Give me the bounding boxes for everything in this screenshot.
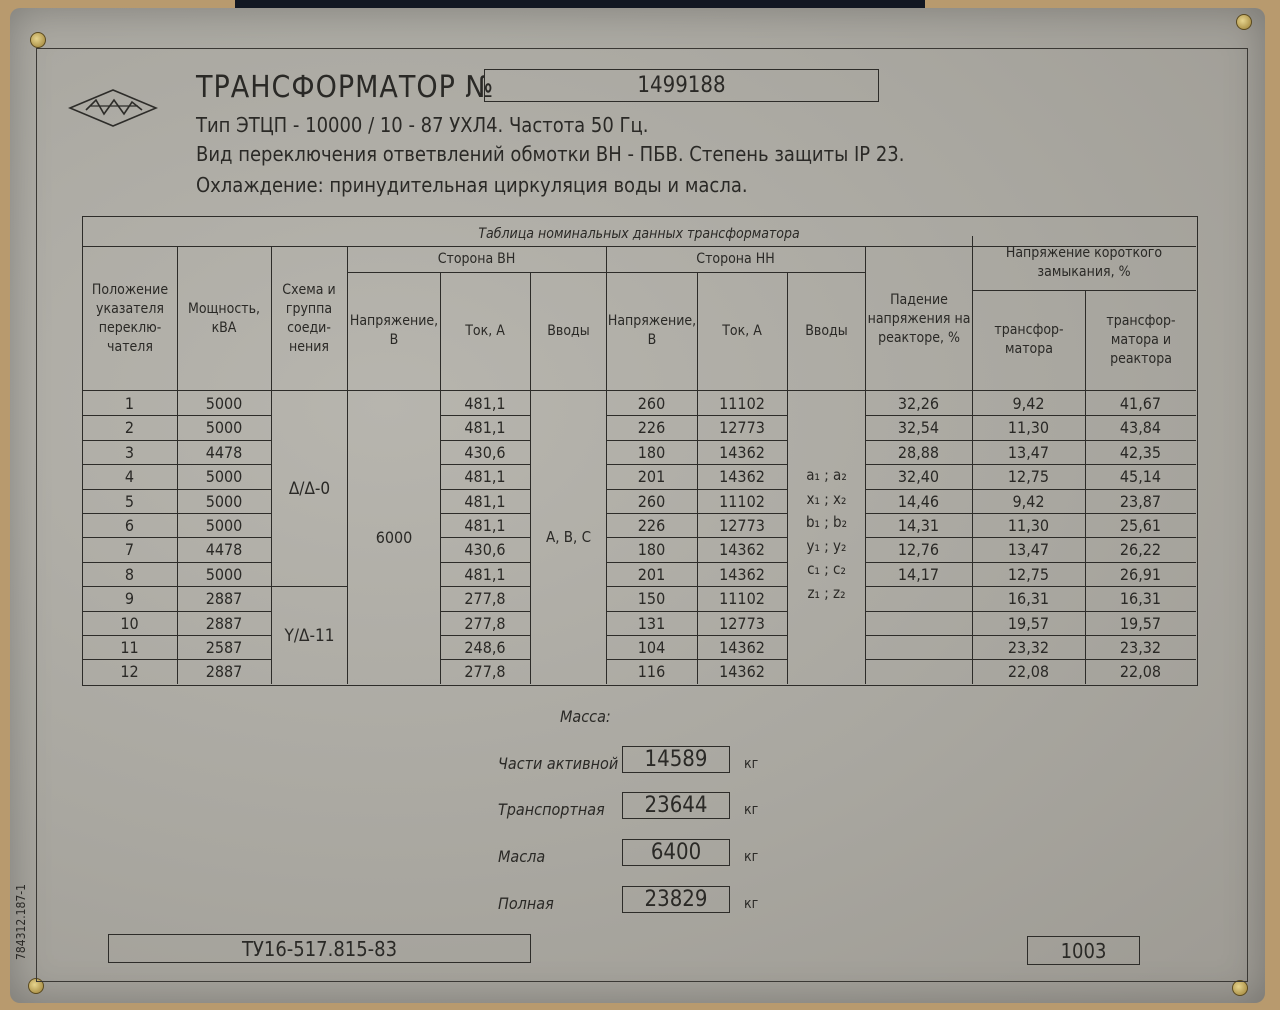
reactor-drop-cell [865, 586, 972, 610]
lv-current-cell: 14362 [719, 466, 765, 486]
hv-current-cell: 481,1 [464, 466, 506, 486]
sc-transformer-reactor-cell: 41,67 [1119, 393, 1162, 413]
power-cell: 5000 [205, 564, 243, 584]
sc-transformer-cell: 22,08 [1007, 661, 1050, 681]
hv-current-cell: 481,1 [464, 393, 506, 413]
power-cell: 5000 [205, 393, 243, 413]
mass-label: Полная [498, 894, 554, 913]
sc-transformer-cell: 11,30 [1007, 417, 1050, 437]
header-lv-side: Сторона НН [696, 251, 775, 267]
power-cell: 4478 [205, 539, 243, 559]
reactor-drop-cell: 14,31 [897, 515, 940, 535]
lv-voltage-cell: 150 [637, 588, 666, 608]
reactor-drop-cell: 12,76 [897, 539, 940, 559]
lv-current-cell: 14362 [719, 564, 765, 584]
sc-transformer-reactor-cell: 23,32 [1119, 637, 1162, 657]
power-cell: 2887 [205, 613, 243, 633]
position-cell: 8 [124, 564, 135, 584]
lv-voltage-cell: 180 [637, 442, 666, 462]
header-sc-transformer-reactor: трансфор-матора и реактора [1106, 312, 1176, 367]
header-hv-side: Сторона ВН [437, 251, 516, 267]
hv-current-cell: 277,8 [464, 588, 506, 608]
reactor-drop-cell: 28,88 [897, 442, 940, 462]
lv-voltage-cell: 226 [637, 515, 666, 535]
position-cell: 3 [124, 442, 135, 462]
plate-title: ТРАНСФОРМАТОР № [196, 70, 495, 105]
lv-voltage-cell: 226 [637, 417, 666, 437]
manufacturer-logo-icon [68, 88, 158, 128]
sc-transformer-cell: 13,47 [1007, 539, 1050, 559]
sc-transformer-reactor-cell: 25,61 [1119, 515, 1162, 535]
sc-transformer-cell: 9,42 [1012, 393, 1045, 413]
screw-top-right [1236, 14, 1252, 30]
position-cell: 9 [124, 588, 135, 608]
mass-value-box: 14589 [622, 746, 730, 773]
code-box: 1003 [1027, 936, 1140, 965]
lv-current-cell: 14362 [719, 539, 765, 559]
spec-box: ТУ16-517.815-83 [108, 934, 531, 963]
sc-transformer-cell: 11,30 [1007, 515, 1050, 535]
switching-line: Вид переключения ответвлений обмотки ВН - ПБВ. Степень защиты IP 23. [196, 142, 905, 166]
reactor-drop-cell [865, 635, 972, 659]
hv-current-cell: 277,8 [464, 613, 506, 633]
reactor-drop-cell [865, 611, 972, 635]
screw-bottom-right [1232, 980, 1248, 996]
hv-current-cell: 481,1 [464, 491, 506, 511]
table-title: Таблица номинальных данных трансформатора [478, 225, 800, 242]
header-hv-leads: Вводы [547, 322, 590, 339]
lv-current-cell: 12773 [719, 613, 765, 633]
lv-current-cell: 11102 [719, 491, 765, 511]
cooling-line: Охлаждение: принудительная циркуляция воды и масла. [196, 173, 748, 197]
lv-lead-pair: c₁ ; c₂ [807, 560, 846, 578]
hv-leads: А, В, С [545, 528, 592, 546]
lv-current-cell: 12773 [719, 515, 765, 535]
lv-current-cell: 14362 [719, 637, 765, 657]
power-cell: 4478 [205, 442, 243, 462]
lv-lead-pair: y₁ ; y₂ [806, 536, 847, 555]
lv-current-cell: 12773 [719, 417, 765, 437]
mass-unit: кг [744, 896, 759, 912]
sc-transformer-cell: 23,32 [1007, 637, 1050, 657]
position-cell: 12 [120, 661, 139, 681]
mass-unit: кг [744, 802, 759, 818]
lv-lead-pair: x₁ ; x₂ [806, 489, 847, 508]
lv-voltage-cell: 116 [637, 661, 666, 681]
lv-lead-pair: b₁ ; b₂ [805, 513, 848, 531]
mass-title: Масса: [560, 707, 611, 726]
sc-transformer-cell: 13,47 [1007, 442, 1050, 462]
position-cell: 7 [124, 539, 135, 559]
header-hv-voltage: Напряжение, В [349, 313, 439, 348]
mass-unit: кг [744, 756, 759, 772]
sc-transformer-reactor-cell: 22,08 [1119, 661, 1162, 681]
mass-value-box: 23829 [622, 886, 730, 913]
position-cell: 11 [120, 637, 139, 657]
reactor-drop-cell: 14,17 [897, 564, 940, 584]
scheme-star: Y/Δ-11 [284, 625, 335, 646]
hv-current-cell: 481,1 [464, 564, 506, 584]
position-cell: 2 [124, 417, 135, 437]
position-cell: 5 [124, 491, 135, 511]
reactor-drop-cell [865, 659, 972, 683]
header-sc-voltage: Напряжение короткого замыкания, % [1005, 245, 1163, 280]
hv-current-cell: 481,1 [464, 417, 506, 437]
header-lv-leads: Вводы [805, 322, 848, 339]
header-position: Положение указателя переклю-чателя [91, 282, 169, 355]
mass-value-box: 23644 [622, 792, 730, 819]
lv-voltage-cell: 201 [637, 564, 666, 584]
power-cell: 5000 [205, 417, 243, 437]
hv-current-cell: 481,1 [464, 515, 506, 535]
reactor-drop-cell: 32,54 [897, 417, 940, 437]
lv-current-cell: 11102 [719, 588, 765, 608]
lv-voltage-cell: 260 [637, 491, 666, 511]
header-lv-voltage: Напряжение, В [607, 313, 697, 348]
power-cell: 5000 [205, 466, 243, 486]
sc-transformer-cell: 9,42 [1012, 491, 1045, 511]
power-cell: 5000 [205, 491, 243, 511]
side-code: 784312.187-1 [14, 884, 28, 960]
position-cell: 4 [124, 466, 135, 486]
header-scheme: Схема и группа соеди-нения [282, 282, 336, 355]
header-lv-current: Ток, А [722, 322, 762, 339]
scheme-delta: Δ/Δ-0 [288, 478, 331, 499]
hv-current-cell: 248,6 [464, 637, 506, 657]
sc-transformer-reactor-cell: 45,14 [1119, 466, 1162, 486]
sc-transformer-cell: 12,75 [1007, 564, 1050, 584]
hv-current-cell: 430,6 [464, 539, 506, 559]
sc-transformer-cell: 16,31 [1007, 588, 1050, 608]
reactor-drop-cell: 14,46 [897, 491, 940, 511]
lv-voltage-cell: 201 [637, 466, 666, 486]
sc-transformer-reactor-cell: 42,35 [1119, 442, 1162, 462]
mass-label: Части активной [498, 754, 619, 773]
lv-voltage-cell: 260 [637, 393, 666, 413]
mass-label: Транспортная [498, 800, 605, 819]
sc-transformer-reactor-cell: 23,87 [1119, 491, 1162, 511]
lv-voltage-cell: 104 [637, 637, 666, 657]
reactor-drop-cell: 32,40 [897, 466, 940, 486]
sc-transformer-cell: 12,75 [1007, 466, 1050, 486]
sc-transformer-reactor-cell: 26,91 [1119, 564, 1162, 584]
reactor-drop-cell: 32,26 [897, 393, 940, 413]
position-cell: 6 [124, 515, 135, 535]
mass-value-box: 6400 [622, 839, 730, 866]
sc-transformer-reactor-cell: 43,84 [1119, 417, 1162, 437]
lv-voltage-cell: 180 [637, 539, 666, 559]
header-power: Мощность, кВА [187, 301, 261, 336]
hv-current-cell: 430,6 [464, 442, 506, 462]
power-cell: 5000 [205, 515, 243, 535]
serial-number-box: 1499188 [484, 69, 879, 102]
header-hv-current: Ток, А [465, 322, 505, 339]
lv-current-cell: 11102 [719, 393, 765, 413]
sc-transformer-reactor-cell: 26,22 [1119, 539, 1162, 559]
sc-transformer-reactor-cell: 16,31 [1119, 588, 1162, 608]
lv-current-cell: 14362 [719, 661, 765, 681]
sc-transformer-reactor-cell: 19,57 [1119, 613, 1162, 633]
position-cell: 10 [120, 613, 139, 633]
hv-current-cell: 277,8 [464, 661, 506, 681]
lv-lead-pair: a₁ ; a₂ [806, 466, 847, 484]
header-sc-transformer: трансфор-матора [994, 322, 1064, 357]
type-line: Тип ЭТЦП - 10000 / 10 - 87 УХЛ4. Частота 50 Гц. [196, 113, 649, 137]
position-cell: 1 [124, 393, 135, 413]
hv-voltage: 6000 [375, 528, 413, 547]
lv-voltage-cell: 131 [637, 613, 666, 633]
lv-current-cell: 14362 [719, 442, 765, 462]
sc-transformer-cell: 19,57 [1007, 613, 1050, 633]
lv-lead-pair: z₁ ; z₂ [807, 583, 846, 602]
header-reactor-drop: Падение напряжения на реакторе, % [867, 291, 971, 346]
mass-unit: кг [744, 849, 759, 865]
power-cell: 2887 [205, 661, 243, 681]
screw-top-left [30, 32, 46, 48]
power-cell: 2587 [205, 637, 243, 657]
power-cell: 2887 [205, 588, 243, 608]
lv-leads-list [788, 466, 865, 607]
mass-label: Масла [498, 847, 546, 866]
